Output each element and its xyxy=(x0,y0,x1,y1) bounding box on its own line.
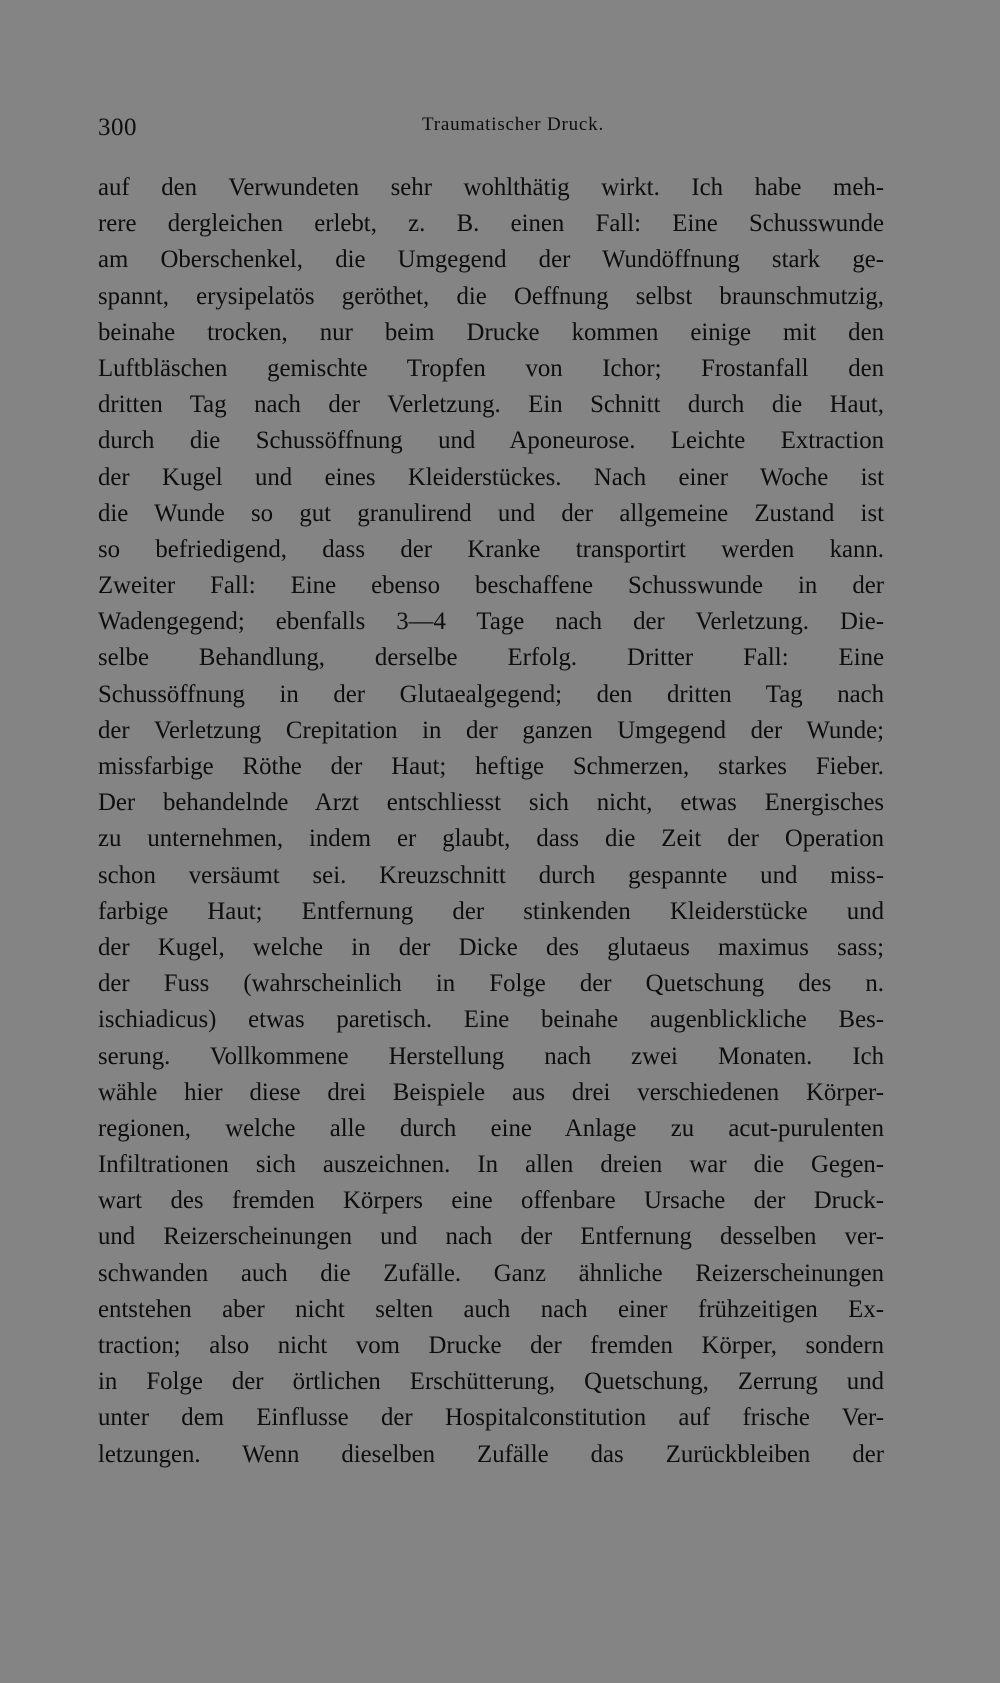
text-line: Luftbläschen gemischte Tropfen von Ichor; Frostanfall den xyxy=(98,354,884,382)
text-line: rere dergleichen erlebt, z. B. einen Fall: Eine Schusswunde xyxy=(98,210,884,238)
text-line: selbe Behandlung, derselbe Erfolg. Dritter Fall: Eine xyxy=(98,644,884,672)
page-header xyxy=(98,114,884,150)
text-line: serung. Vollkommene Herstellung nach zwei Monaten. Ich xyxy=(98,1042,884,1070)
text-line: durch die Schussöffnung und Aponeurose. Leichte Extraction xyxy=(98,427,884,455)
running-head: Traumatischer Druck. xyxy=(421,114,605,135)
text-line: spannt, erysipelatös geröthet, die Oeffnung selbst braunschmutzig, xyxy=(98,282,884,310)
text-line: Wadengegend; ebenfalls 3—4 Tage nach der Verletzung. Die- xyxy=(98,608,884,636)
text-line: so befriedigend, dass der Kranke transportirt werden kann. xyxy=(98,535,884,563)
text-line: entstehen aber nicht selten auch nach einer frühzeitigen Ex- xyxy=(98,1295,884,1323)
text-line: am Oberschenkel, die Umgegend der Wundöffnung stark ge- xyxy=(98,246,884,274)
text-line: missfarbige Röthe der Haut; heftige Schmerzen, starkes Fieber. xyxy=(98,753,884,780)
text-line: der Kugel, welche in der Dicke des glutaeus maximus sass; xyxy=(98,933,884,961)
text-line: auf den Verwundeten sehr wohlthätig wirkt. Ich habe meh- xyxy=(98,174,884,201)
text-line: dritten Tag nach der Verletzung. Ein Schnitt durch die Haut, xyxy=(98,391,884,419)
text-line: der Kugel und eines Kleiderstückes. Nach einer Woche ist xyxy=(98,463,884,491)
text-line: regionen, welche alle durch eine Anlage zu acut-purulenten xyxy=(98,1114,884,1142)
text-line: beinahe trocken, nur beim Drucke kommen einige mit den xyxy=(98,318,884,346)
page-number: 300 xyxy=(98,114,137,141)
text-line: der Verletzung Crepitation in der ganzen Umgegend der Wunde; xyxy=(98,716,884,744)
text-line: in Folge der örtlichen Erschütterung, Quetschung, Zerrung und xyxy=(98,1368,884,1396)
text-line: Zweiter Fall: Eine ebenso beschaffene Schusswunde in der xyxy=(98,572,884,600)
text-line: Schussöffnung in der Glutaealgegend; den dritten Tag nach xyxy=(98,680,884,708)
text-line: farbige Haut; Entfernung der stinkenden Kleiderstücke und xyxy=(98,897,884,925)
text-line: die Wunde so gut granulirend und der allgemeine Zustand ist xyxy=(98,499,884,527)
text-line: wähle hier diese drei Beispiele aus drei verschiedenen Körper- xyxy=(98,1078,884,1106)
text-line: wart des fremden Körpers eine offenbare Ursache der Druck- xyxy=(98,1187,884,1215)
body-text xyxy=(98,170,884,1473)
text-line: schwanden auch die Zufälle. Ganz ähnliche Reizerscheinungen xyxy=(98,1259,884,1287)
text-line: letzungen. Wenn dieselben Zufälle das Zurückbleiben der xyxy=(98,1440,884,1468)
text-line: unter dem Einflusse der Hospitalconstitution auf frische Ver- xyxy=(98,1404,884,1432)
text-line: der Fuss (wahrscheinlich in Folge der Quetschung des n. xyxy=(98,970,884,998)
text-line: ischiadicus) etwas paretisch. Eine beinahe augenblickliche Bes- xyxy=(98,1006,884,1034)
text-line: schon versäumt sei. Kreuzschnitt durch gespannte und miss- xyxy=(98,861,884,889)
text-line: und Reizerscheinungen und nach der Entfernung desselben ver- xyxy=(98,1223,884,1251)
text-line: Infiltrationen sich auszeichnen. In allen dreien war die Gegen- xyxy=(98,1151,884,1179)
text-line: traction; also nicht vom Drucke der fremden Körper, sondern xyxy=(98,1332,884,1359)
text-line: Der behandelnde Arzt entschliesst sich nicht, etwas Energisches xyxy=(98,789,884,817)
text-line: zu unternehmen, indem er glaubt, dass die Zeit der Operation xyxy=(98,825,884,853)
